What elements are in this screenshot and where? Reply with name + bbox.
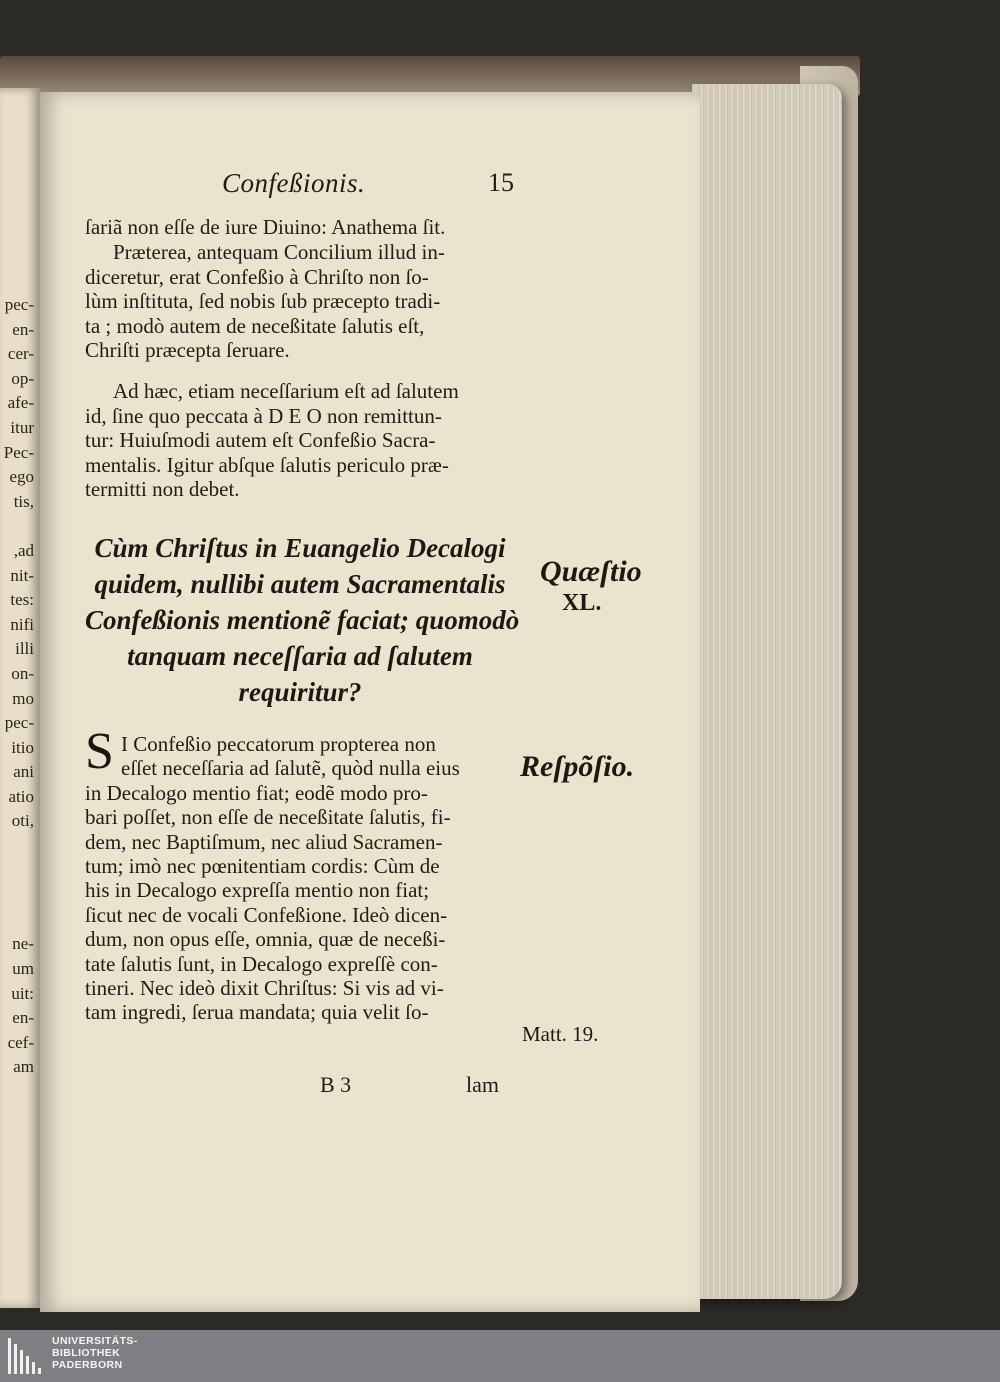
catchword: lam (466, 1072, 499, 1097)
text-line: mentalis. Igitur abſque ſalutis periculo præ- (85, 452, 449, 477)
left-fragment-line: tes: (10, 590, 34, 610)
text-line: Præterea, antequam Concilium illud in- (113, 240, 445, 264)
left-fragment-line: ne- (12, 934, 34, 954)
text-line: tineri. Nec ideò dixit Chriſtus: Si vis ad vi- (85, 975, 444, 1000)
left-fragment-line (0, 514, 34, 539)
text-line: ſariã non eſſe de iure Diuino: Anathema ſit. (85, 215, 446, 239)
question-line: quidem, nullibi autem Sacramentalis (94, 569, 506, 599)
text-line: diceretur, erat Confeßio à Chriſto non ſo- (85, 264, 429, 289)
left-fragment-line: nifi (10, 614, 34, 634)
question-line: Cùm Chriſtus in Euangelio Decalogi (94, 533, 506, 563)
text-line: in Decalogo mentio fiat; eodẽ modo pro- (85, 780, 428, 805)
drop-cap: S (85, 723, 114, 780)
text-line: id, ſine quo peccata à D E O non remittun- (85, 403, 442, 428)
left-fragment-line: afe- (7, 393, 34, 413)
paragraph-2 (85, 240, 515, 363)
left-fragment-line: cef- (7, 1032, 34, 1052)
left-fragment-line: nit- (10, 565, 34, 585)
text-line: his in Decalogo expreſſa mentio non fiat; (85, 878, 430, 903)
text-line: ta ; modò autem de neceßitate ſalutis eſt, (85, 313, 425, 338)
left-fragment-line: Pec- (3, 442, 34, 462)
left-page (0, 88, 40, 1308)
margin-question-number: XL. (562, 590, 602, 616)
page-number: 15 (488, 168, 514, 197)
page-stack-edges (692, 84, 842, 1299)
left-fragment-line: cer- (7, 344, 34, 364)
left-page-text-fragments (0, 293, 34, 1080)
text-line: eſſet neceſſaria ad ſalutẽ, quòd nulla eius (121, 756, 460, 781)
left-fragment-line: pec- (4, 295, 34, 314)
text-line: bari poſſet, non eſſe de neceßitate ſalutis, fi- (85, 805, 451, 830)
margin-responsio: Reſpõſio. (520, 750, 635, 783)
question-heading (85, 530, 520, 710)
paragraph-3 (85, 379, 515, 502)
left-fragment-line: ,ad (13, 540, 34, 560)
logo-line: UNIVERSITÄTS- (52, 1335, 138, 1347)
answer-paragraph (85, 732, 515, 1025)
left-fragment-line: pec- (4, 713, 34, 733)
left-fragment-line: um (12, 959, 34, 979)
text-line: I Confeßio peccatorum propterea non (121, 732, 436, 756)
text-line: dem, nec Baptiſmum, nec aliud Sacramen- (85, 829, 443, 854)
text-line: tur: Huiuſmodi autem eſt Confeßio Sacra- (85, 428, 436, 452)
footer-bar (0, 1330, 1000, 1382)
left-fragment-line (0, 883, 34, 908)
left-fragment-line: tis, (13, 491, 34, 511)
left-fragment-line: en- (12, 319, 34, 339)
text-line: tate ſalutis ſunt, in Decalogo expreſſè con- (85, 951, 438, 976)
left-fragment-line: mo (12, 688, 34, 708)
left-fragment-line: ego (9, 467, 34, 487)
signature-mark: B 3 (320, 1072, 352, 1097)
question-line: tanquam neceſſaria ad ſalutem (127, 641, 473, 671)
left-fragment-line: itio (11, 737, 34, 757)
text-line: dum, non opus eſſe, omnia, quæ de neceßi- (85, 927, 446, 952)
margin-quaestio: Quæſtio (540, 555, 642, 588)
left-fragment-line: on- (11, 663, 34, 683)
left-fragment-line: ani (13, 762, 34, 782)
margin-reference: Matt. 19. (522, 1022, 599, 1046)
text-line: tam ingredi, ſerua mandata; quia velit ſo- (85, 1000, 429, 1025)
question-line: Confeßionis mentionẽ faciat; quomodò (85, 605, 520, 635)
left-fragment-line (0, 908, 34, 933)
left-fragment-line: op- (11, 368, 34, 388)
left-fragment-line: oti, (11, 811, 34, 831)
library-logo-text (52, 1335, 138, 1371)
logo-line: BIBLIOTHEK (52, 1347, 121, 1359)
question-line: requiritur? (238, 677, 362, 707)
text-line: termitti non debet. (85, 477, 240, 501)
text-line: tum; imò nec pœnitentiam cordis: Cùm de (85, 853, 440, 878)
left-fragment-line: en- (12, 1008, 34, 1028)
text-line: Chriſti præcepta ſeruare. (85, 338, 290, 362)
logo-line: PADERBORN (52, 1359, 123, 1371)
left-fragment-line: am (13, 1057, 34, 1077)
left-fragment-line: atio (8, 786, 34, 806)
left-fragment-line: itur (10, 417, 34, 437)
text-line: lùm inſtituta, ſed nobis ſub præcepto tradi- (85, 289, 441, 313)
left-fragment-line (0, 859, 34, 884)
library-logo-icon (8, 1338, 48, 1374)
left-fragment-line: illi (15, 639, 34, 659)
running-head: Confeßionis. (222, 168, 366, 198)
text-line: Ad hæc, etiam neceſſarium eſt ad ſalutem (113, 379, 459, 403)
text-line: ſicut nec de vocali Confeßione. Ideò dicen- (85, 902, 448, 927)
left-fragment-line (0, 834, 34, 859)
left-fragment-line: uit: (11, 983, 34, 1003)
paragraph-1 (85, 215, 515, 240)
